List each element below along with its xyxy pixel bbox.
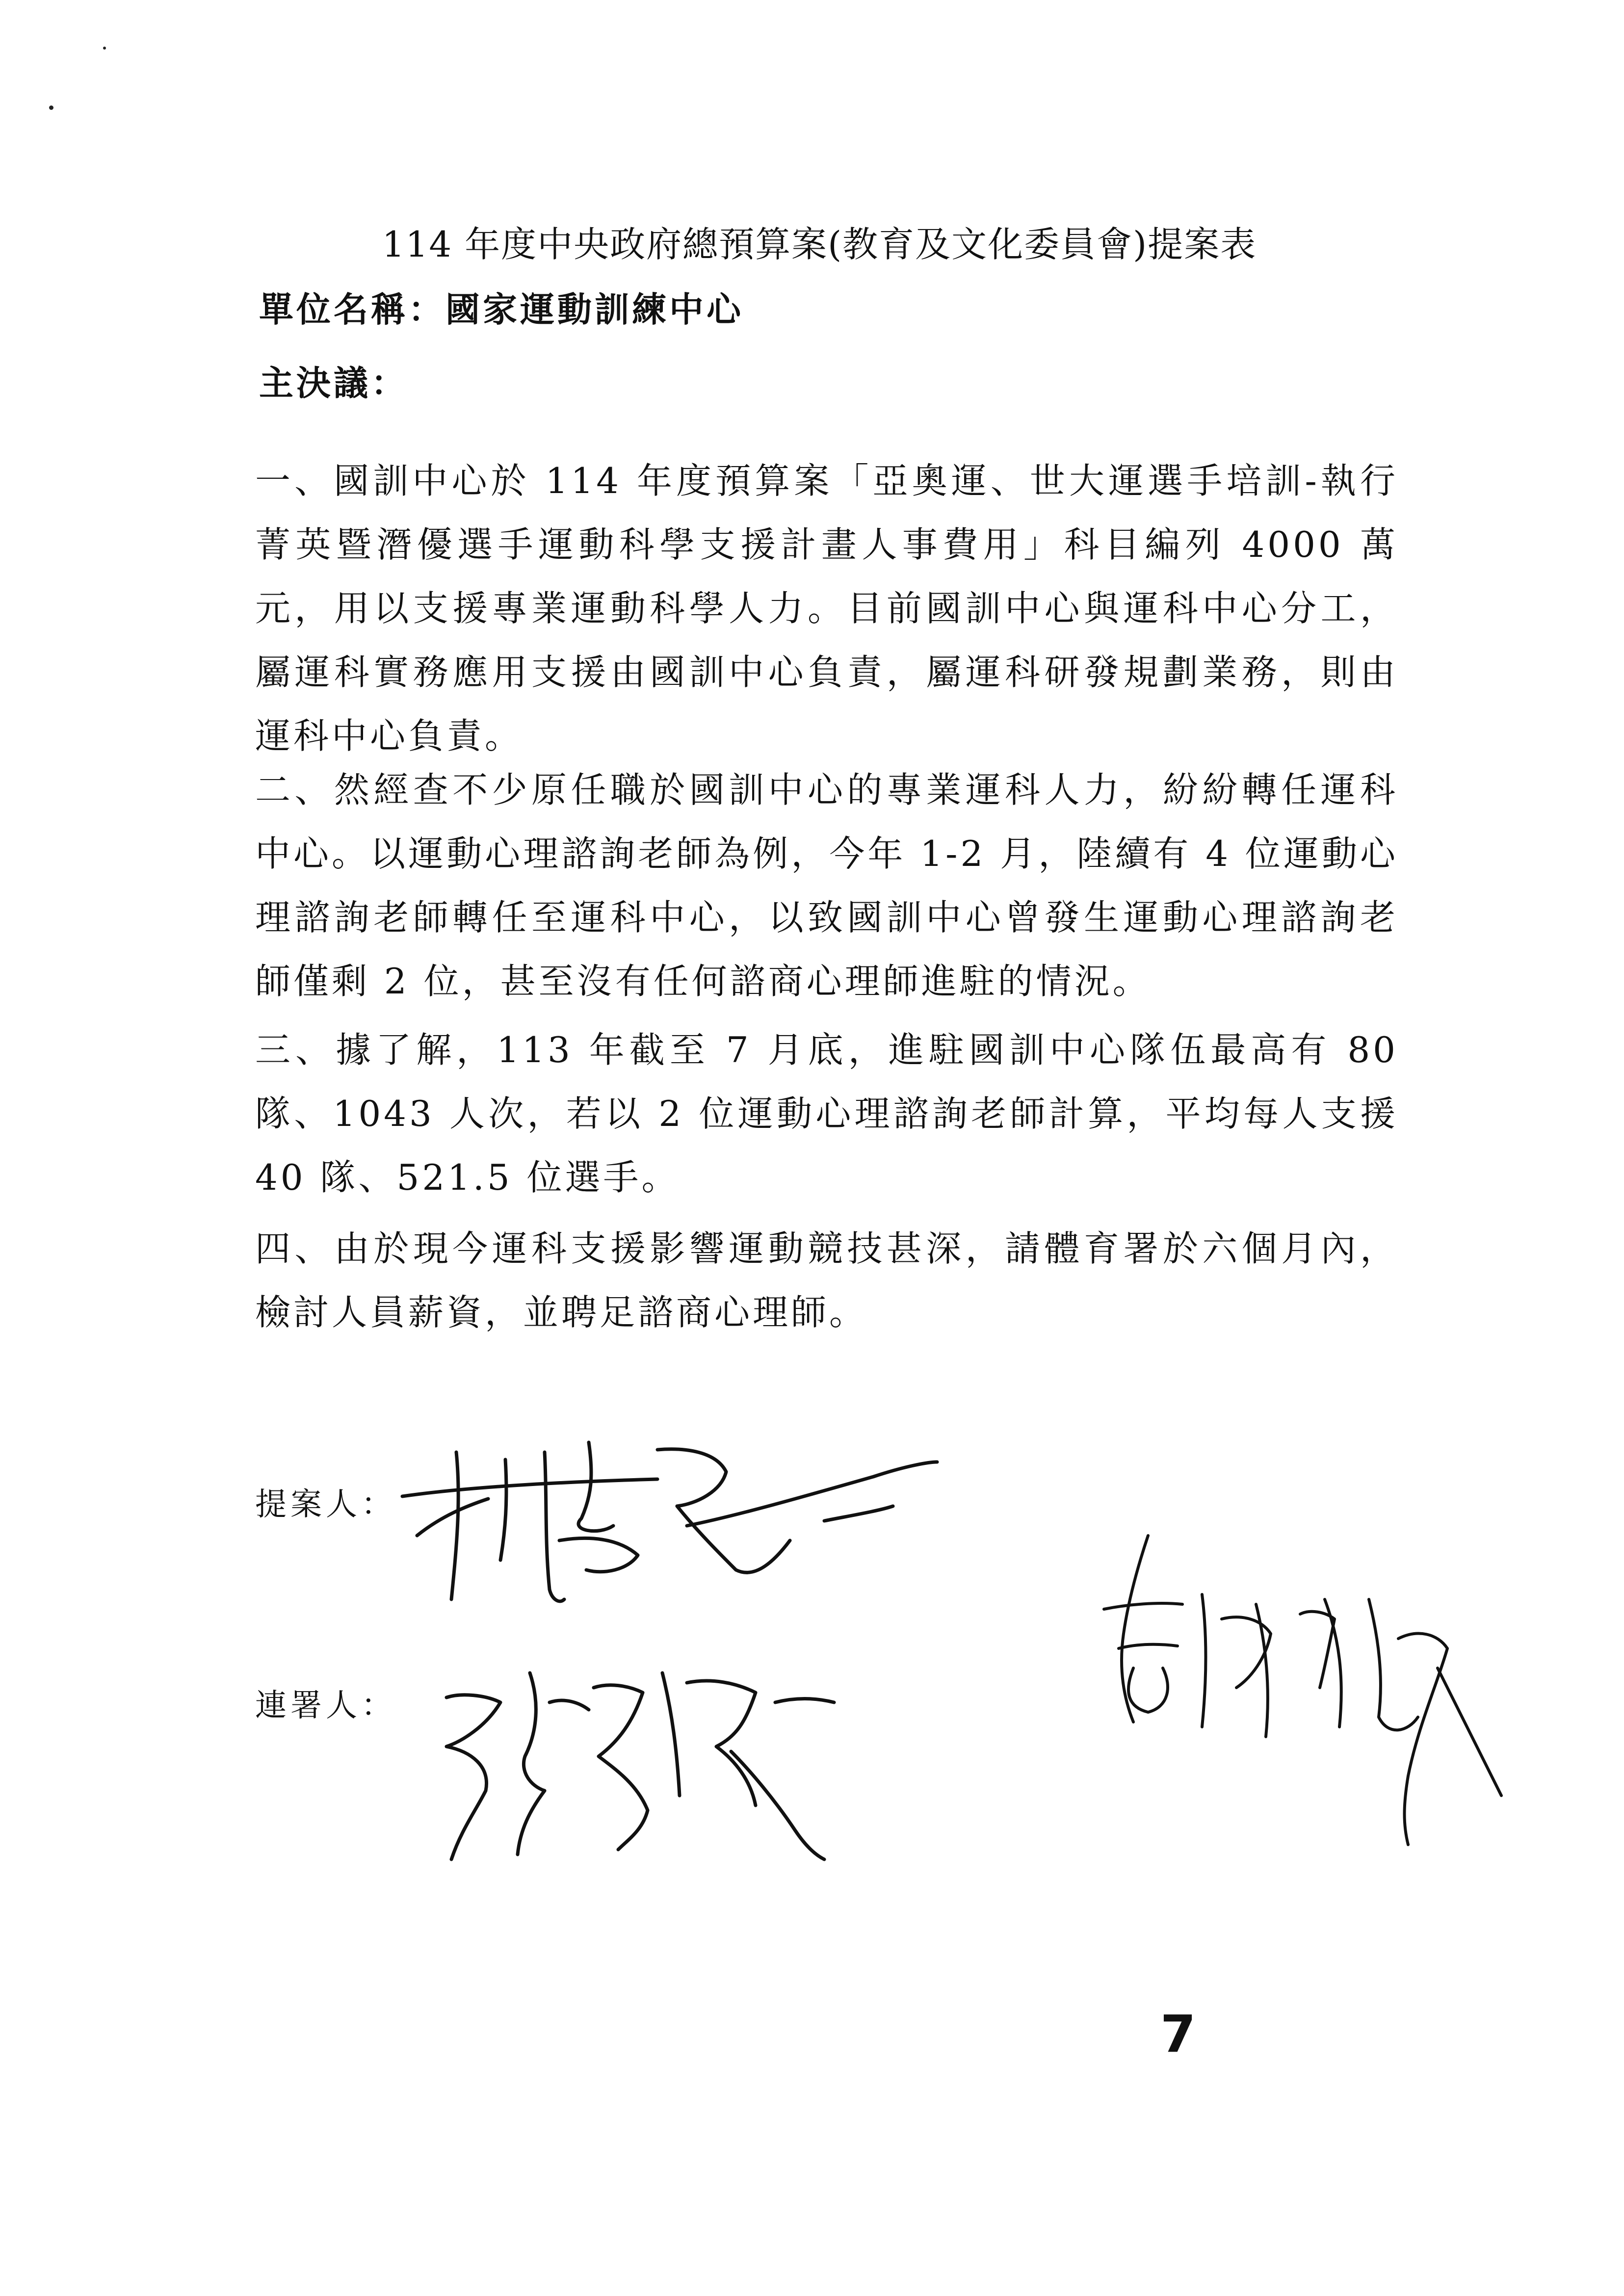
- page-number: 7: [1160, 2004, 1196, 2064]
- resolution-label: 主決議：: [259, 363, 408, 403]
- scan-speck: [49, 105, 53, 110]
- unit-label: 單位名稱：: [259, 289, 445, 330]
- unit-line: [259, 282, 744, 332]
- proposer-label: 提案人：: [255, 1487, 396, 1523]
- cosigner-signature-1: [432, 1624, 873, 1879]
- unit-name: 國家運動訓練中心: [445, 289, 744, 330]
- cosigner-signature-2: [1094, 1521, 1516, 1854]
- paragraph-1: 一、國訓中心於 114 年度預算案「亞奧運、世大運選手培訓-執行菁英暨潛優選手運動科學支援計畫人事費用」科目編列 4000 萬元，用以支援專業運動科學人力。目前國訓中心與運科中心分工，屬運科實務應用支援由國訓中心負責，屬運科研發規劃業務，則由運科中心負責。: [255, 460, 1398, 757]
- cosigner-label: 連署人：: [255, 1688, 396, 1724]
- paragraph-4: 四、由於現今運科支援影響運動競技甚深，請體育署於六個月內，檢討人員薪資，並聘足諮商心理師。: [255, 1228, 1398, 1333]
- document-title: 114 年度中央政府總預算案(教育及文化委員會)提案表: [382, 224, 1257, 265]
- paragraph-3: 三、據了解，113 年截至 7 月底，進駐國訓中心隊伍最高有 80 隊、1043 人次，若以 2 位運動心理諮詢老師計算，平均每人支援 40 隊、521.5 位選手。: [255, 1029, 1398, 1198]
- scan-speck: [103, 47, 106, 50]
- paragraph-2: 二、然經查不少原任職於國訓中心的專業運科人力，紛紛轉任運科中心。以運動心理諮詢老師為例，今年 1-2 月，陸續有 4 位運動心理諮詢老師轉任至運科中心，以致國訓中心曾發生運動心理諮詢老師僅剩 2 位，甚至沒有任何諮商心理師進駐的情況。: [255, 769, 1398, 1002]
- proposer-signature: [383, 1413, 947, 1648]
